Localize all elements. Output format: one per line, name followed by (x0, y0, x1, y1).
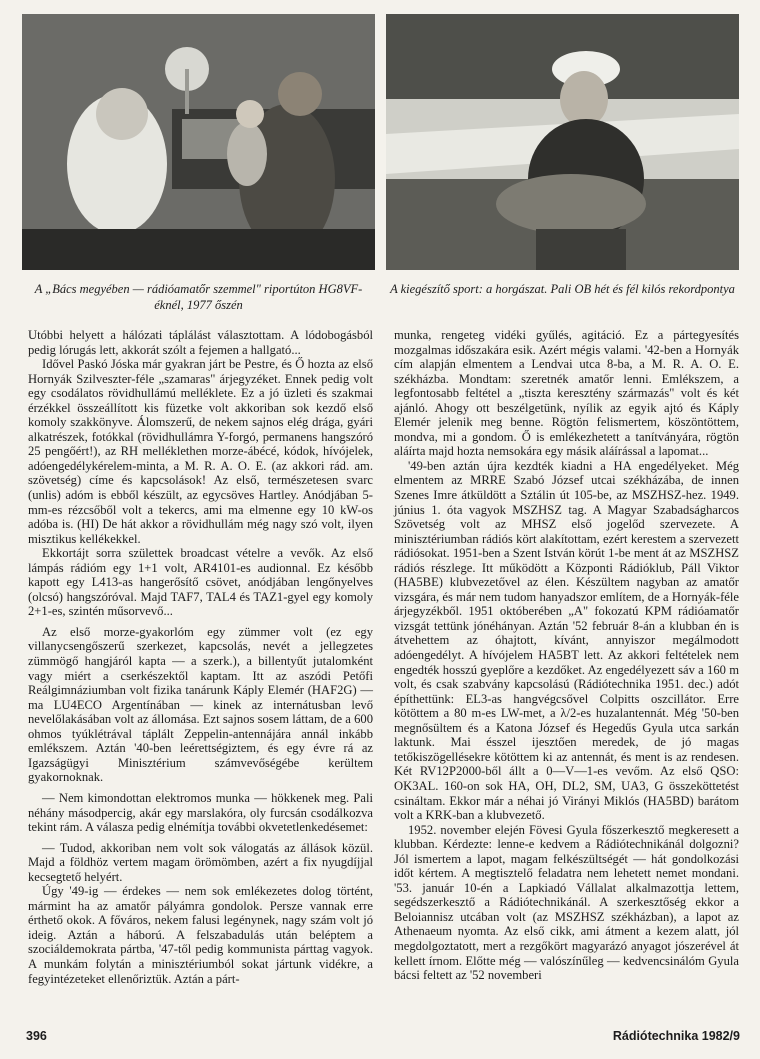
paragraph: Utóbbi helyett a hálózati táplálást választottam. A lódobogásból pedig lórugás lett, akkorát szólt a fejemen a hallgató... (28, 328, 373, 357)
photo-caption-left: A „Bács megyében — rádióamatőr szemmel" riportúton HG8VF-éknél, 1977 őszén (34, 282, 363, 312)
article-column-left (28, 328, 373, 986)
paragraph: '49-ben aztán újra kezdték kiadni a HA engedélyeket. Még elmentem az MRRE Szabó József utcai székházába, de innen Szenes Imre átküldött a Sztálin út 105-be, az MSZHSZ-hez. 1949. június 1. óta vagyok MSZHSZ tag. A Magyar Szabadságharcos Szövetség volt az MHSZ első jogelőd szervezete. A minisztériumban rádiós kört alakítottam, ezért kerestem a szervezett rádiósokat. 1951-ben a Szent István körút 1-be ment át az MSZHSZ rádiós részlege. Itt működött a Központi Rádióklub, Páll Viktor (HA5BE) klubvezetővel az élen. Készültem nagyban az amatőr vizsgára, és már nem tudom hanyadszor említem, de a Hornyák-féle árjegyzékből. 1951 októberében „A" fokozatú KPM rádióamatőr vizsgát tettünk jónéhányan. Aztán '52 február 8-án a klubban én is átvehettem az óhajtott, kívánt, annyiszor megálmodott adóengedélyt. A hívójelem HA5BT lett. Az akkori feltételek nem engedték hosszú gyeplőre a kezdőket. Az engedélyezett sáv a 160 m volt, és csak szabvány kapcsolású (Rádiótechnika 1951. dec.) adót építhettünk: EL3-as hangvégcsővel Colpitts oszcillátor. Erre kötöttem a 80 m-es LW-met, a λ/2-es huzalantennát. Még '50-ben megnősültem és a Katona József és Hegedűs Gyula utca sarkán laktunk. Mai ésszel ijesztően meredek, de jó magas tetőkiszögellésekre kötöttem ki az antennát, és ment is az rendesen. Két RV12P2000-ből állt a 0—V—1-es vevőm. Az első QSO: OK3AL. 160-on sok HA, OH, DL2, SM, UA3, G összeköttetést csináltam. Ekkor már a néhai jó Virányi Miklós (HA5BD) barátom volt a KRK-ban a klubvezető. (394, 458, 739, 823)
journal-issue: Rádiótechnika 1982/9 (612, 1029, 740, 1043)
photo-radio-shack (22, 14, 375, 270)
paragraph: munka, rengeteg vidéki gyűlés, agitáció. Ez a pártegyesítés mozgalmas időszakára esik. Azért mégis valami. '42-ben a Hornyák cím alapján elmentem a Lendvai utca 8-ba, a M. R. A. O. E. székházba. Mondtam: szeretnék amatőr lenni. Emlékszem, a legfontosabb feltétel a „tiszta keresztény származás" volt és két ajánló. Ahogy ott beszélgetünk, nyílik az egyik ajtó és Káply Elemér jelenik meg benne. Rögtön felismertem, köszöntöttem, mondva, mi a gondom. Ő is emlékezhetett a tanítványára, rögtön aláírta majd hozta nemsokára egy másik aláírással a lapomat... (394, 328, 739, 459)
paragraph: Úgy '49-ig — érdekes — nem sok emlékezetes dolog történt, mármint ha az amatőr pályámra gondolok. Persze vannak erre érthető okok. A főváros, nekem falusi legénynek, nagy szám volt jó ideig. Aztán a háború. A felszabadulás után beléptem a szociáldemokrata pártba, '47-től pedig kommunista párttag vagyok. A munkám folytán a minisztériumból sokat jártunk vidékre, a fegyintézeteket ellenőriztük. Aztán a párt- (28, 884, 373, 986)
paragraph: Ekkortájt sorra születtek broadcast vételre a vevők. Az első lámpás rádióm egy 1+1 volt, AR4101-es audionnal. Ez később kapott egy L413-as hangerősítő csövet, anódjában lengőnyelves (olcsó) hangszóróval. Majd TAF7, TAL4 és TAZ1-gyel egy komoly 2+1-es, szintén műsorvevő... (28, 546, 373, 619)
paragraph: Az első morze-gyakorlóm egy zümmer volt (ez egy villanycsengőszerű szerkezet, kapcsolás, nevét a jellegzetes zümmögő hangjáról kapta — a szerk.), a billentyűt jutalomként vagy miért a cserkészektől kaptam. Itt az aszódi Petőfi Reálgimnáziumban volt fizika tanárunk Káply Elemér (HAF2G) — ma LU4ECO Argentínában — kinek az internátusban levő nevelőlakásában volt az állomása. Ezt sajnos sosem láttam, de a 600 ohmos tyúklétrával táplált Zeppelin-antennájára annál inkább emlékszem. Aztán '40-ben leérettségiztem, és egy évre rá az Igazságügyi Minisztérium számvevőségébe kerültem gyakornoknak. (28, 624, 373, 785)
paragraph: — Tudod, akkoriban nem volt sok válogatás az állások közül. Majd a földhöz vertem magam örömömben, azért a fix nyugdíjjal kecsegtető helyért. (28, 840, 373, 884)
photo-radio-shack-image (22, 14, 375, 270)
article-column-right (394, 328, 739, 983)
paragraph: — Nem kimondottan elektromos munka — hökkenek meg. Pali néhány másodpercig, akár egy marslakóra, oly furcsán csodálkozva tekint rám. A válasza pedig elnémítja további okvetetlenkedésemet: (28, 790, 373, 835)
paragraph: 1952. november elején Fövesi Gyula főszerkesztő megkeresett a klubban. Kérdezte: lenne-e kedvem a Rádiótechnikánál dolgozni? Jól ismertem a lapot, magam felkészültségét — hát gondolkozási időt kértem. A megtisztelő feladatra nem lehetett nemet mondani. '53. január 10-én a Lapkiadó Vállalat alkalmazottja lettem, segédszerkesztő a Rádiótechnikánál. A szerkesztőség ekkor a Beloiannisz utcában volt (az MSZHSZ székházban), a lapot az Athenaeum nyomta. Az első cikk, ami átment a kezem alatt, jól megdolgoztatott, mert a rezgőkört magyarázó anyagot jószerével át kellett írnom. Előtte még — valószínűleg — kedvencsinálóm Gyula bácsi feltett az '52 novemberi (394, 822, 739, 983)
photo-fishing (386, 14, 739, 270)
photo-fishing-image (386, 14, 739, 270)
page-number: 396 (26, 1029, 47, 1043)
photo-caption-right: A kiegészítő sport: a horgászat. Pali OB hét és fél kilós rekordpontya (390, 282, 735, 296)
paragraph: Idővel Paskó Jóska már gyakran járt be Pestre, és Ő hozta az első Hornyák Szilveszter-féle „szamaras" árjegyzéket. Ennek pedig volt egy csodálatos rövidhullámú melléklete. Ez a jó üzleti és szakmai érzékkel összeállított kis füzetke volt akkoriban sok kezdő első komoly szakkönyve. Álomszerű, de nekem sajnos elég drága, gyári alkatrészek, fotókkal (rövidhullámra Y-forgó, permanens hangszóró 25 pengőért!), az RH melléklethen morze-ábécé, kódok, hívójelek, adóengedélykérelem-minta, a M. R. A. O. E. (az akkori rád. am. szövetség) címe és kapcsolások! Az első, természetesen svarc (unlis) adóm is ebből készült, az egycsöves Hartley. Anódjában 5-mm-es rézcsőből volt a tekercs, ami ma elmenne egy 10 kW-os adóba is. (HI) De hát akkor a rövidhullám még nagy szó volt, ilyen misztikus kellékekkel. (28, 357, 373, 546)
